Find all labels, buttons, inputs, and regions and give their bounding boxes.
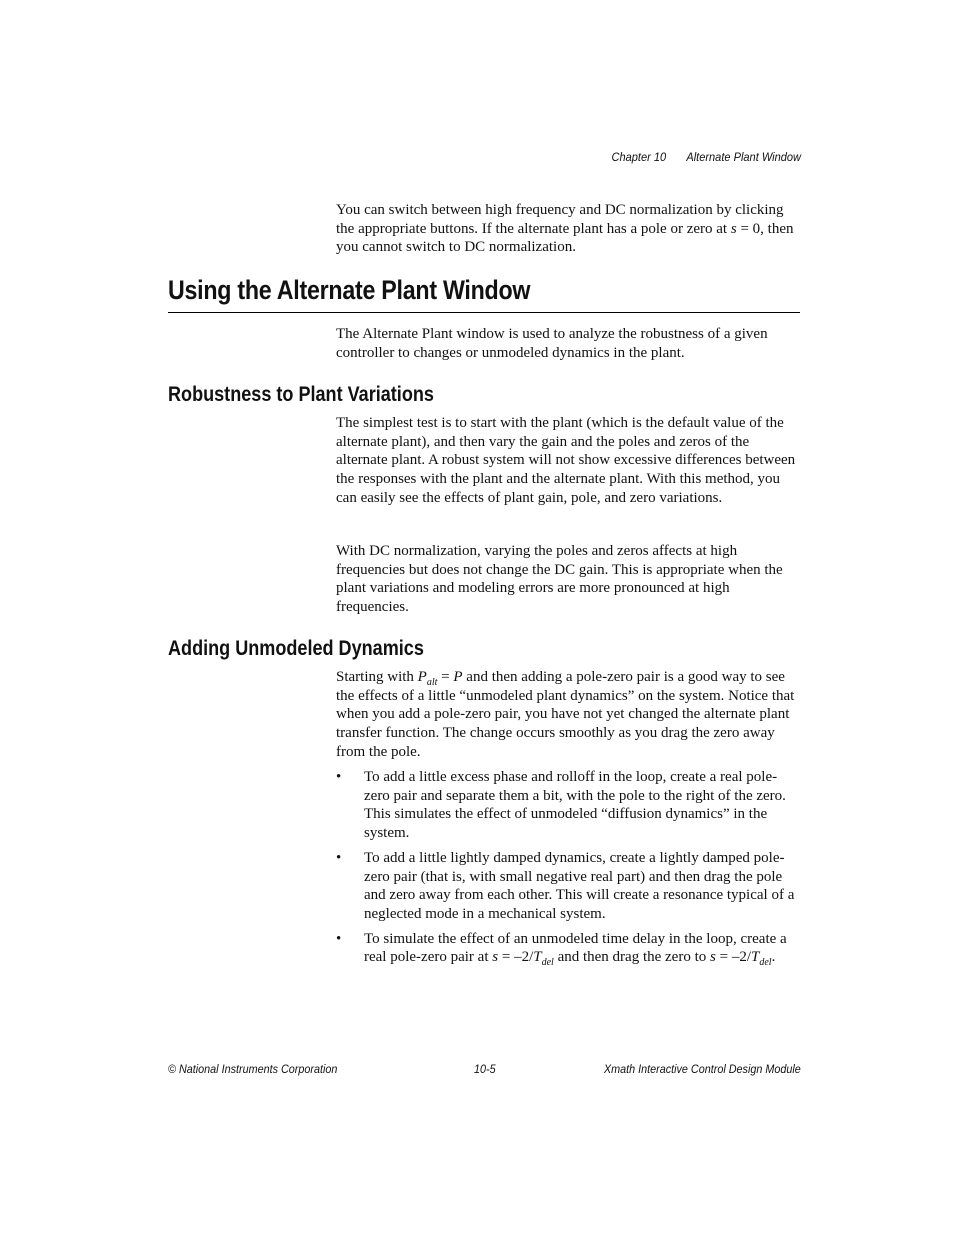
var-p-2: P (453, 669, 463, 685)
bullet-text-3d: = –2/ (715, 949, 751, 966)
page-footer (168, 1062, 801, 1078)
bullet-text-2: To add a little lightly damped dynamics, create a lightly damped pole-zero pair (that is, with small negative real part) and then drag the pole and zero away from each other. This will create a resonance typical of a neglected mode in a mechanical system. (364, 849, 795, 922)
sub-del: del (541, 957, 554, 969)
bullet-icon: • (336, 769, 342, 785)
footer-copyright: © National Instruments Corporation (168, 1062, 338, 1076)
sub-del: del (759, 957, 772, 969)
running-header (579, 150, 801, 164)
var-t: T (751, 949, 760, 966)
section-intro-text: The Alternate Plant window is used to analyze the robustness of a given controller to changes or unmodeled dynamics in the plant. (336, 326, 768, 361)
intro-paragraph (336, 201, 800, 257)
bullet-text-1: To add a little excess phase and rolloff in the loop, create a real pole-zero pair and separate them a bit, with the pole to the right of the zero. This simulates the effect of unmodeled “diffusion dynamics” in the system. (364, 769, 786, 842)
var-s: s (492, 949, 499, 966)
unmodeled-text-a: Starting with (336, 669, 418, 685)
bullet-text-3a: To simulate the effect of an unmodeled time delay in the loop, create a real pole-zero pair at (364, 930, 787, 966)
var-p: P (417, 669, 427, 685)
unmodeled-heading: Adding Unmodeled Dynamics (168, 637, 424, 660)
footer-manual-title: Xmath Interactive Control Design Module (604, 1062, 801, 1076)
list-item (336, 768, 800, 843)
chapter-title: Alternate Plant Window (686, 150, 801, 164)
bullet-icon: • (336, 930, 342, 947)
var-s: s (730, 220, 737, 237)
sub-alt: alt (426, 677, 438, 688)
intro-text-2: = 0, then you cannot switch to DC normalization. (336, 220, 794, 256)
robustness-heading: Robustness to Plant Variations (168, 383, 434, 406)
var-s: s (710, 949, 716, 966)
section-rule (168, 312, 800, 313)
var-t: T (533, 949, 542, 966)
bullet-text-3e: . (771, 949, 776, 966)
unmodeled-text-c: and then adding a pole-zero pair is a good way to see the effects of a little “unmodeled plant dynamics” on the system. Notice that when you add a pole-zero pair, you have not yet changed the alternate plant transfer function. The change occurs smoothly as you drag the zero away from the pole. (336, 669, 795, 760)
bullet-text-3b: = –2/ (498, 949, 534, 966)
intro-text-1: You can switch between high frequency and DC normalization by clicking the appropriate buttons. If the alternate plant has a pole or zero at (336, 202, 784, 237)
section-title: Using the Alternate Plant Window (168, 275, 531, 305)
list-item (336, 930, 800, 967)
robustness-text-1: The simplest test is to start with the plant (which is the default value of the alternate plant), and then vary the gain and the poles and zeros of the alternate plant. A robust system will not show excessive differences between the responses with the plant and the alternate plant. With this method, you can easily see the effects of plant gain, pole, and zero variations. (336, 415, 796, 506)
robustness-text-2: With DC normalization, varying the poles and zeros affects at high frequencies but does not change the DC gain. This is appropriate when the plant variations and modeling errors are more pronounced at high frequencies. (336, 543, 783, 616)
page-number: 10-5 (474, 1062, 496, 1076)
bullet-list (336, 768, 800, 973)
bullet-text-3c: and then drag the zero to (553, 949, 711, 966)
chapter-label: Chapter 10 (611, 150, 667, 164)
bullet-icon: • (336, 849, 342, 866)
unmodeled-text-b: = (437, 669, 454, 685)
robustness-para-2 (336, 542, 800, 617)
robustness-para-1 (336, 414, 800, 508)
list-item (336, 849, 800, 924)
unmodeled-intro (336, 668, 800, 762)
section-intro (336, 325, 800, 362)
